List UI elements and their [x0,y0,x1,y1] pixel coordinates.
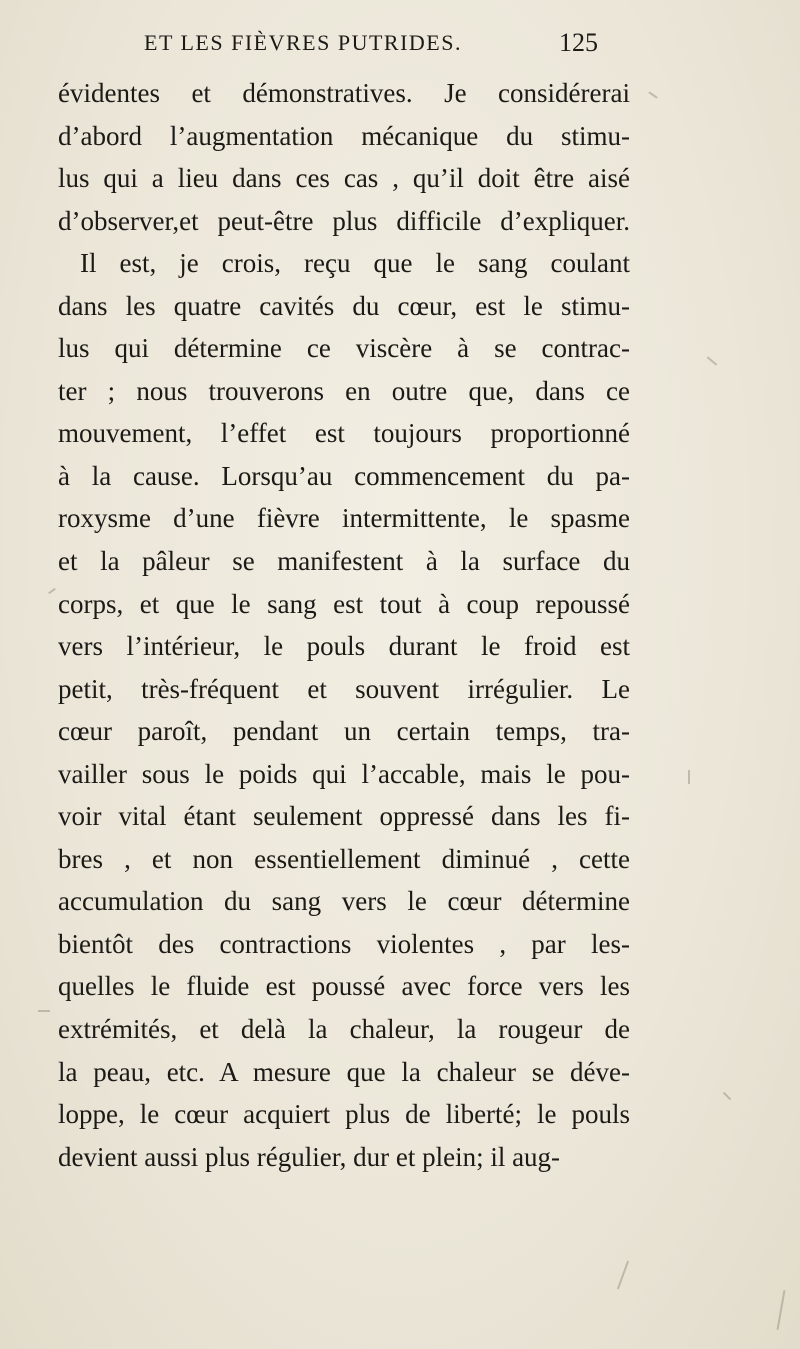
paper-speck [688,770,690,784]
text-line: d’observer,et peut-être plus difficile d’expliquer. [58,205,630,236]
text-line: quelles le fluide est poussé avec force vers les [58,971,630,1002]
text-line: mouvement, l’effet est toujours proportionné [58,418,630,449]
body-text [58,72,630,1178]
paper-speck [723,1092,731,1100]
text-line: à la cause. Lorsqu’au commencement du pa- [58,460,630,491]
text-line: devient aussi plus régulier, dur et plein; il aug- [58,1141,561,1172]
text-line: ter ; nous trouverons en outre que, dans ce [58,375,630,406]
text-line: et la pâleur se manifestent à la surface du [58,546,630,577]
text-line: la peau, etc. A mesure que la chaleur se déve- [58,1056,630,1087]
paper-speck [777,1290,786,1330]
running-title: ET LES FIÈVRES PUTRIDES. [144,30,462,55]
text-line: loppe, le cœur acquiert plus de liberté; le pouls [58,1099,630,1130]
text-line: lus qui a lieu dans ces cas , qu’il doit être aisé [58,163,630,194]
text-line: extrémités, et delà la chaleur, la rougeur de [58,1014,630,1045]
paper-speck [648,91,657,98]
text-line: voir vital étant seulement oppressé dans les fi- [58,801,630,832]
paper-speck [617,1261,629,1290]
paper-speck [48,588,56,594]
running-head [0,30,800,66]
text-line: dans les quatre cavités du cœur, est le stimu- [58,290,630,321]
text-line: vers l’intérieur, le pouls durant le froid est [58,631,630,662]
text-line: corps, et que le sang est tout à coup repoussé [58,588,630,619]
text-line: bres , et non essentiellement diminué , cette [58,843,630,874]
text-line: cœur paroît, pendant un certain temps, tra- [58,716,630,747]
text-line: roxysme d’une fièvre intermittente, le spasme [58,503,630,534]
page-number: 125 [559,28,598,57]
text-line: accumulation du sang vers le cœur détermine [58,886,630,917]
text-line: d’abord l’augmentation mécanique du stimu- [58,120,630,151]
text-line: lus qui détermine ce viscère à se contrac- [58,333,630,364]
text-line: évidentes et démonstratives. Je considérerai [58,78,630,108]
paper-speck [38,1010,50,1012]
paper-speck [707,356,717,365]
text-line: Il est, je crois, reçu que le sang coulant [80,248,630,279]
text-line: bientôt des contractions violentes , par les- [58,928,630,959]
text-line: petit, très-fréquent et souvent irrégulier. Le [58,673,630,704]
text-line: vailler sous le poids qui l’accable, mais le pou- [58,758,630,789]
